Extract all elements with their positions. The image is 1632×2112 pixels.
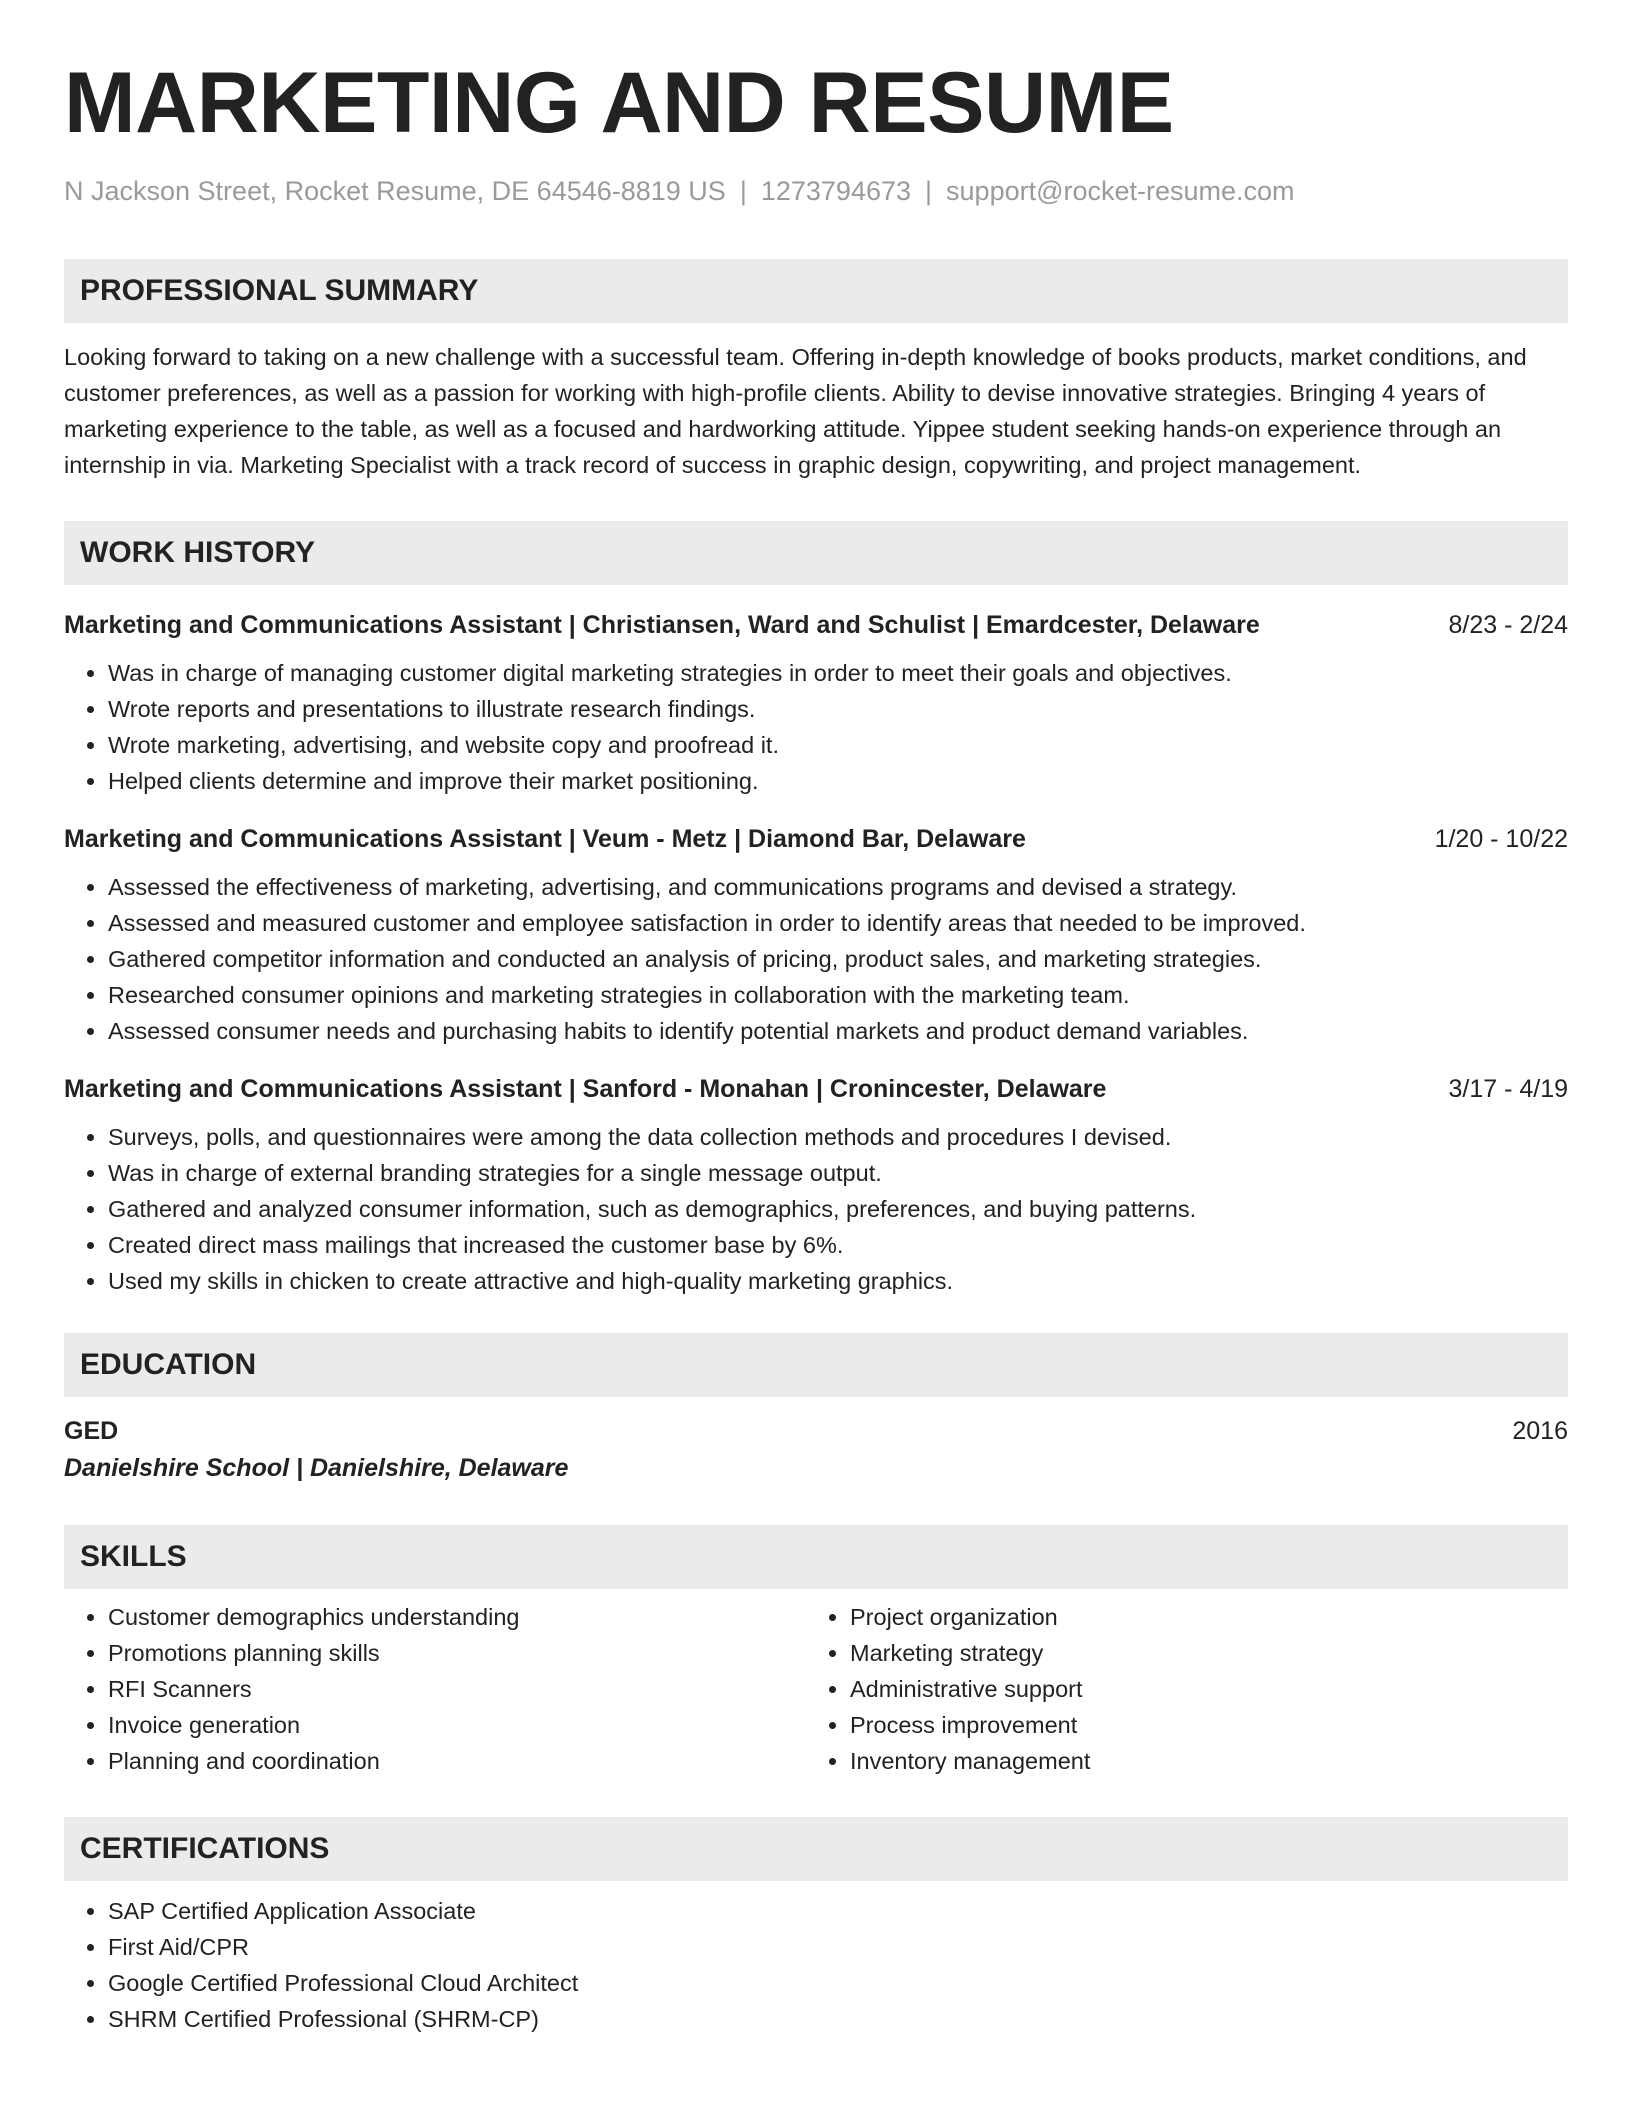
list-item: • SHRM Certified Professional (SHRM-CP) — [108, 2001, 1568, 2037]
contact-phone: 1273794673 — [760, 176, 912, 206]
contact-line — [64, 176, 1568, 207]
list-item: • Process improvement — [850, 1707, 1548, 1743]
skills-column-right — [806, 1599, 1548, 1779]
list-item: • Used my skills in chicken to create attractive and high-quality marketing graphics. — [108, 1263, 1568, 1299]
skills-section — [64, 1525, 1568, 1779]
list-item: • Surveys, polls, and questionnaires were among the data collection methods and procedures I devised. — [108, 1119, 1568, 1155]
list-item: • Marketing strategy — [850, 1635, 1548, 1671]
list-item: • Gathered competitor information and conducted an analysis of pricing, product sales, and marketing strategies. — [108, 941, 1568, 977]
job-bullets — [64, 655, 1568, 799]
job-bullets — [64, 1119, 1568, 1299]
job-header — [64, 607, 1568, 643]
job-dates: 3/17 - 4/19 — [1448, 1075, 1568, 1103]
job-dates: 8/23 - 2/24 — [1448, 611, 1568, 639]
list-item: • Google Certified Professional Cloud Architect — [108, 1965, 1568, 2001]
summary-text: Looking forward to taking on a new challenge with a successful team. Offering in-depth knowledge of books products, market conditions, and customer preferences, as well as a passion for working with high-profile clients. Ability to devise innovative strategies. Bringing 4 years of marketing experience to the table, as well as a focused and hardworking attitude. Yippee student seeking hands-on experience through an internship in via. Marketing Specialist with a track record of success in graphic design, copywriting, and project management. — [64, 344, 1527, 478]
work-history-section — [64, 521, 1568, 1299]
resume-name: MARKETING AND RESUME — [64, 55, 1174, 151]
list-item: • Administrative support — [850, 1671, 1548, 1707]
skills-columns — [64, 1599, 1568, 1779]
job-title: Marketing and Communications Assistant | Christiansen, Ward and Schulist | Emardcester, Delaware — [64, 611, 1260, 639]
contact-separator: | — [925, 176, 933, 206]
education-school: Danielshire School | Danielshire, Delaware — [64, 1454, 569, 1482]
certifications-list — [64, 1893, 1568, 2037]
list-item: • Planning and coordination — [108, 1743, 806, 1779]
section-heading: PROFESSIONAL SUMMARY — [64, 259, 1568, 323]
list-item: • Assessed and measured customer and employee satisfaction in order to identify areas that needed to be improved. — [108, 905, 1568, 941]
contact-email: support@rocket-resume.com — [946, 176, 1295, 206]
list-item: • Created direct mass mailings that increased the customer base by 6%. — [108, 1227, 1568, 1263]
skills-list — [806, 1599, 1548, 1779]
section-heading: WORK HISTORY — [64, 521, 1568, 585]
list-item: • Helped clients determine and improve their market positioning. — [108, 763, 1568, 799]
education-degree: GED — [64, 1417, 119, 1445]
list-item: • Inventory management — [850, 1743, 1548, 1779]
list-item: • Gathered and analyzed consumer information, such as demographics, preferences, and buying patterns. — [108, 1191, 1568, 1227]
education-header — [64, 1413, 1568, 1449]
list-item: • Customer demographics understanding — [108, 1599, 806, 1635]
list-item: • Assessed the effectiveness of marketing, advertising, and communications programs and devised a strategy. — [108, 869, 1568, 905]
education-section — [64, 1333, 1568, 1487]
list-item: • First Aid/CPR — [108, 1929, 1568, 1965]
contact-separator: | — [739, 176, 747, 206]
job-entry — [64, 821, 1568, 1049]
list-item: • Researched consumer opinions and marketing strategies in collaboration with the marketing team. — [108, 977, 1568, 1013]
job-title: Marketing and Communications Assistant | Veum - Metz | Diamond Bar, Delaware — [64, 825, 1026, 853]
list-item: • RFI Scanners — [108, 1671, 806, 1707]
list-item: • SAP Certified Application Associate — [108, 1893, 1568, 1929]
section-heading: EDUCATION — [64, 1333, 1568, 1397]
section-heading: CERTIFICATIONS — [64, 1817, 1568, 1881]
list-item: • Assessed consumer needs and purchasing habits to identify potential markets and product demand variables. — [108, 1013, 1568, 1049]
list-item: • Wrote reports and presentations to illustrate research findings. — [108, 691, 1568, 727]
education-year: 2016 — [1512, 1417, 1568, 1445]
job-dates: 1/20 - 10/22 — [1434, 825, 1568, 853]
list-item: • Was in charge of external branding strategies for a single message output. — [108, 1155, 1568, 1191]
job-header — [64, 1071, 1568, 1107]
list-item: • Was in charge of managing customer digital marketing strategies in order to meet their goals and objectives. — [108, 655, 1568, 691]
job-header — [64, 821, 1568, 857]
job-title: Marketing and Communications Assistant | Sanford - Monahan | Cronincester, Delaware — [64, 1075, 1107, 1103]
job-entry — [64, 607, 1568, 799]
job-bullets — [64, 869, 1568, 1049]
list-item: • Invoice generation — [108, 1707, 806, 1743]
contact-address: N Jackson Street, Rocket Resume, DE 64546-8819 US — [64, 176, 726, 206]
professional-summary-section — [64, 259, 1568, 483]
skills-column-left — [64, 1599, 806, 1779]
list-item: • Wrote marketing, advertising, and website copy and proofread it. — [108, 727, 1568, 763]
list-item: • Project organization — [850, 1599, 1548, 1635]
section-heading: SKILLS — [64, 1525, 1568, 1589]
skills-list — [64, 1599, 806, 1779]
certifications-section — [64, 1817, 1568, 2037]
job-entry — [64, 1071, 1568, 1299]
list-item: • Promotions planning skills — [108, 1635, 806, 1671]
